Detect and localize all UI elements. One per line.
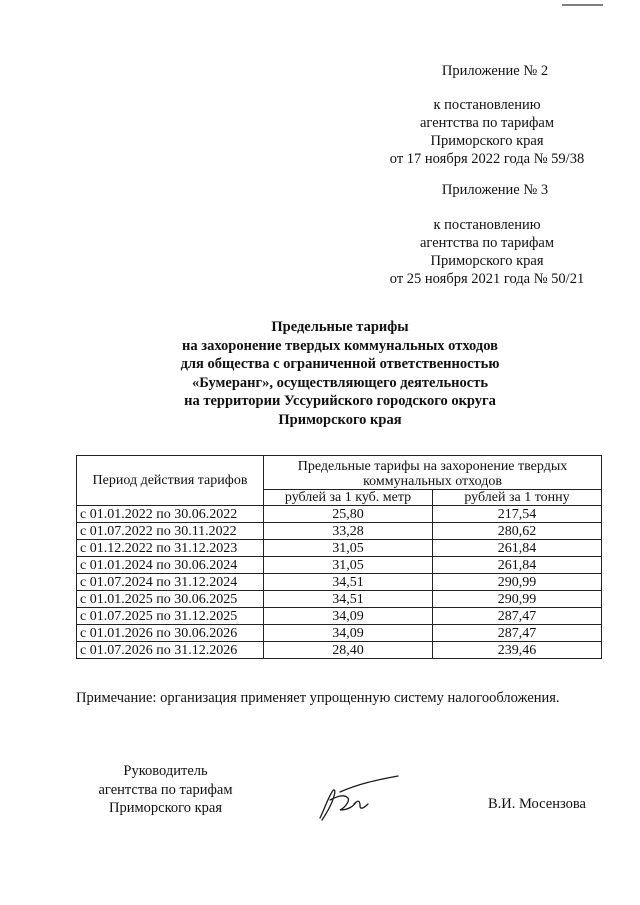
annex3-title	[400, 181, 590, 199]
cubic-cell: 34,09	[264, 625, 433, 642]
signer-position	[78, 762, 253, 818]
corner-mark	[560, 0, 605, 8]
table-row	[77, 642, 602, 659]
cubic-cell: 31,05	[264, 540, 433, 557]
title-line: на захоронение твердых коммунальных отходов	[182, 337, 498, 354]
period-cell: с 01.07.2022 по 30.11.2022	[77, 523, 264, 540]
ton-header: рублей за 1 тонну	[433, 490, 602, 506]
period-cell: с 01.12.2022 по 31.12.2023	[77, 540, 264, 557]
cubic-cell: 31,05	[264, 557, 433, 574]
annex3-reference	[372, 216, 602, 288]
ton-cell: 239,46	[433, 642, 602, 659]
period-cell: с 01.07.2025 по 31.12.2025	[77, 608, 264, 625]
period-cell: с 01.01.2022 по 30.06.2022	[77, 506, 264, 523]
tariff-header: Предельные тарифы на захоронение твердых коммунальных отходов	[264, 456, 602, 490]
cubic-cell: 28,40	[264, 642, 433, 659]
table-row	[77, 523, 602, 540]
tariff-table	[76, 455, 602, 659]
annex2-title-text: Приложение № 2	[441, 63, 549, 79]
ton-cell: 261,84	[433, 540, 602, 557]
annex2-title	[400, 62, 590, 80]
ton-cell: 287,47	[433, 625, 602, 642]
table-row	[77, 557, 602, 574]
ton-cell: 290,99	[433, 591, 602, 608]
ton-cell: 290,99	[433, 574, 602, 591]
handwritten-signature	[310, 770, 405, 825]
title-line: Предельные тарифы	[271, 319, 409, 335]
period-cell: с 01.01.2026 по 30.06.2026	[77, 625, 264, 642]
table-row	[77, 625, 602, 642]
annex2-reference	[372, 96, 602, 168]
cubic-cell: 33,28	[264, 523, 433, 540]
tax-note: Примечание: организация применяет упрощенную систему налогообложения.	[76, 690, 560, 706]
signer-position-line: Приморского края	[108, 800, 222, 816]
document-title	[120, 318, 560, 429]
period-cell: с 01.01.2025 по 30.06.2025	[77, 591, 264, 608]
cubic-header: рублей за 1 куб. метр	[264, 490, 433, 506]
table-row	[77, 574, 602, 591]
ton-cell: 287,47	[433, 608, 602, 625]
annex2-line: от 17 ноября 2022 года № 59/38	[389, 151, 585, 167]
cubic-cell: 34,09	[264, 608, 433, 625]
ton-cell: 217,54	[433, 506, 602, 523]
annex2-line: к постановлению	[433, 97, 541, 113]
annex3-line: Приморского края	[430, 253, 544, 269]
period-cell: с 01.07.2026 по 31.12.2026	[77, 642, 264, 659]
period-cell: с 01.07.2024 по 31.12.2024	[77, 574, 264, 591]
table-row	[77, 608, 602, 625]
ton-cell: 280,62	[433, 523, 602, 540]
title-line: для общества с ограниченной ответственностью	[180, 356, 500, 372]
annex3-line: к постановлению	[433, 217, 541, 233]
annex3-line: от 25 ноября 2021 года № 50/21	[389, 271, 585, 287]
title-line: «Бумеранг», осуществляющего деятельность	[191, 374, 489, 391]
cubic-cell: 34,51	[264, 591, 433, 608]
signer-name: В.И. Мосензова	[488, 796, 586, 812]
table-row	[77, 591, 602, 608]
ton-cell: 261,84	[433, 557, 602, 574]
title-line: Приморского края	[278, 411, 402, 428]
annex2-line: агентства по тарифам	[420, 115, 554, 131]
signer-position-line: агентства по тарифам	[98, 781, 233, 798]
table-row	[77, 540, 602, 557]
annex2-line: Приморского края	[430, 133, 544, 149]
table-row	[77, 506, 602, 523]
cubic-cell: 25,80	[264, 506, 433, 523]
annex3-line: агентства по тарифам	[420, 235, 554, 251]
cubic-cell: 34,51	[264, 574, 433, 591]
title-line: на территории Уссурийского городского округа	[184, 393, 496, 409]
annex3-title-text: Приложение № 3	[441, 182, 549, 198]
signer-position-line: Руководитель	[123, 763, 208, 779]
period-cell: с 01.01.2024 по 30.06.2024	[77, 557, 264, 574]
period-header: Период действия тарифов	[77, 456, 264, 506]
